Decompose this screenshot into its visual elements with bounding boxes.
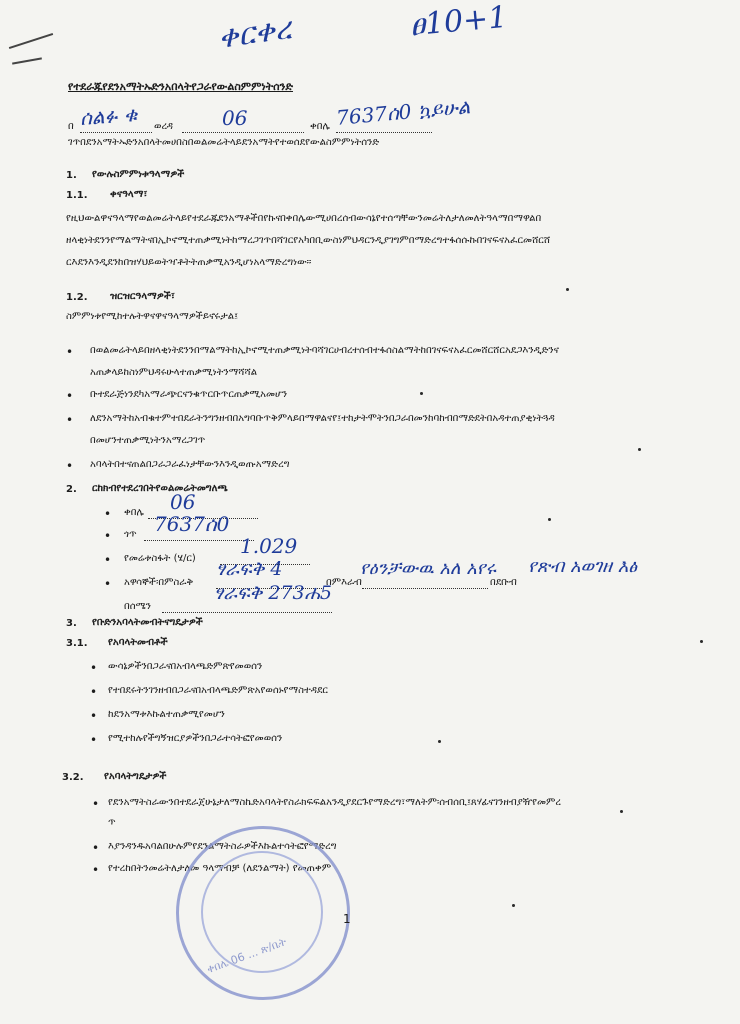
handwritten-note-top-left: ቀርቀረ: [215, 11, 294, 56]
section-3-1-item: የሚተከሉየችግኝዝርያዎችንበጋራተሳትፎየመወሰን: [108, 733, 283, 744]
section-1-2-number: 1.2.: [66, 292, 88, 303]
bullet: •: [66, 459, 74, 473]
field-west-value: የዕንቻውዉ አለ አየሩ: [360, 558, 496, 579]
scan-speck: [548, 518, 551, 521]
handwritten-header-code: 7637ሰ0 ኳይሁል: [335, 94, 472, 130]
page-number: 1: [343, 912, 351, 926]
bullet: •: [90, 709, 98, 723]
scan-speck: [566, 288, 569, 291]
section-1-2-intro: ስምምነቱየሚከተሉትዋናዋናዓላማዎችይኖሩታል፤: [66, 311, 239, 322]
bullet: •: [104, 529, 112, 543]
section-3-1-item: ውሳኔዎችንበጋራናበአብላጫድምጽየመወሰን: [108, 661, 263, 672]
bullet: •: [90, 733, 98, 747]
section-1-1-line: ዘላቂነትደንንየማልማትናበኢኮኖሚተጠቃሚነትከማረጋገጥበሻገርየአካበቢውስነምህዳርንዲያገግምበማድረግተፋሰሱኩበገናፍናአፈርመሸርሸ: [66, 235, 551, 246]
section-1-2-item: ቡተደራጅነንደካአማራጭርናንቁጥርቡጥርጠቃሚአመሆን: [90, 389, 288, 400]
section-3-1-item: ከደንአማቱእኩልተጠቃሚየመሆን: [108, 709, 225, 720]
field-area-value: 1.029: [240, 534, 298, 558]
section-3-2-item: እያንዳንዱአባልበሁሉምየደንልማትስራዎችእኩልተሳትፎየማድረግ: [108, 841, 337, 852]
bullet: •: [92, 797, 100, 811]
fill-line: [162, 611, 332, 613]
section-2-number: 2.: [66, 484, 77, 495]
field-east-label: አዋሳኞች፡በምስራቅ: [124, 577, 194, 588]
field-south-value: የጽብ አወገዘ እፅ: [528, 556, 637, 577]
official-stamp: [176, 826, 350, 1000]
bullet: •: [66, 389, 74, 403]
section-3-title: የቡድንአባላትመብትናግዴታዎች: [92, 617, 203, 628]
section-3-2-number: 3.2.: [62, 772, 84, 783]
scan-speck: [700, 640, 703, 643]
fill-line: [336, 131, 432, 133]
field-north-value: ፃራፍቅ 273ሐ5: [214, 582, 332, 604]
section-1-2-item: በወልመሬትላይበዘላቂነትደንንበማልማትከኢኮኖሚተጠቃሚነትባሻገርሀብረተሰብተፋሰስልማትከበገናፍናአፈርመሸርሸርአደጋእንዲድንና: [90, 345, 559, 356]
scan-speck: [420, 392, 423, 395]
section-3-1-title: የአባላትመብቶች: [108, 637, 168, 648]
section-1-2-item-continued: በመሆንተጠቃሚነትንአማረጋገጥ: [90, 435, 206, 446]
section-3-1-item: የተበደሩትንገንዘብበጋራናበአብላጫድምጽአየወሰኑየማስተዳደር: [108, 685, 328, 696]
header-line-kebele: ቀበሌ: [310, 121, 330, 132]
fill-line: [80, 131, 152, 133]
margin-scribble: [12, 57, 42, 64]
header-line-prefix: በ: [68, 121, 74, 132]
field-got-value: 7637ሰ0: [154, 512, 230, 536]
margin-scribble: [9, 33, 53, 49]
scan-speck: [620, 810, 623, 813]
bullet: •: [66, 345, 74, 359]
section-1-2-item-continued: አጠቃላይከስነምህዳሩሁላተጠቃሚነትንማሻሻል: [90, 367, 258, 378]
scan-speck: [512, 904, 515, 907]
bullet: •: [104, 507, 112, 521]
handwritten-note-top-right: ፀ10+1: [408, 0, 509, 44]
field-north-label: በሰሜን: [124, 601, 151, 612]
document-title: የተደራጁየደንአማትኡድንአበላትየጋራየውልስምምነትሰንድ: [68, 80, 293, 93]
section-1-2-item: ለደንአማትከአብቁተምተበደራትንግንዘብበአግባቡጥቅምላይበማዋልናየ፤ተከታትሞትንበጋራበመንከባከብበማድደትበአዳተጠያቂነትጓዳ: [90, 413, 555, 424]
section-1-1-title: ቀናዓላማ፣: [110, 189, 148, 200]
field-kebele-value: 06: [170, 490, 196, 514]
section-3-number: 3.: [66, 618, 77, 629]
section-3-2-item-continued: ጥ: [108, 817, 116, 828]
fill-line: [182, 131, 304, 133]
field-area-label: የመሬቱስፋት (ሄ/ር): [124, 553, 196, 564]
stamp-label: ቀበሌ 06 ... ጽ/ቤት: [205, 935, 289, 976]
bullet: •: [104, 577, 112, 591]
handwritten-header-number: 06: [222, 106, 248, 130]
bullet: •: [92, 863, 100, 877]
section-1-1-line: የዚህውልዋናዓላማየወልመሬትላይየተደራጁደንአማቶችበየኩናበቀበሌውሚሀበረሰብውሳኔየተሰጣቸውንመሬትለታለመለትዓላማበማዋልበ: [66, 213, 542, 224]
bullet: •: [90, 661, 98, 675]
field-kebele-label: ቀበሌ: [124, 507, 144, 518]
section-1-1-number: 1.1.: [66, 190, 88, 201]
header-line-2: ገጥበደንአማትኡድንአበላትመሀበስበወልመሬትላይደንአማትየተወሰደየውልስምምነትሰንድ: [68, 137, 380, 148]
field-got-label: ጎጥ: [124, 529, 137, 540]
section-1-title: የውሉስምምነቱዓላማዎች: [92, 169, 185, 180]
section-3-2-title: የአባላትግዴታዎች: [104, 771, 167, 782]
bullet: •: [90, 685, 98, 699]
section-1-2-item: አባላትበተናጠልበጋራጋራፈነታቸውንእንዲወጡአማድረግ: [90, 459, 290, 470]
fill-line: [362, 587, 488, 589]
section-1-1-line: ርእደንእንዲደንከበዝሃህይወትዣቶትትጠቃሚአንዲሆነአላማድረግነው።: [66, 257, 312, 268]
bullet: •: [66, 413, 74, 427]
header-line-woreda: ወረዳ: [154, 121, 173, 132]
section-1-2-title: ዝርዝርዓላማዎች፣: [110, 291, 175, 302]
field-west-label: በምእራብ: [326, 577, 362, 588]
field-south-label: በደቡብ: [490, 577, 517, 588]
section-2-title: ርከክብየተደረገበትየወልመሬትመግለጫ: [92, 483, 228, 494]
field-east-value: ፃራፍቅ 4: [216, 558, 283, 580]
handwritten-kebele-label: ሰልፉ ቁ: [79, 102, 138, 130]
section-3-2-item: የደንአማትስራውንበተደራጀሁኔታለማስኬድአባላትየስራክፍፍልአንዲያደርጉየማድረግ፣ማለትም፡ሰብሰቢ፤ጸሃፊናገንዘብያዥየመምረ: [108, 797, 561, 808]
bullet: •: [92, 841, 100, 855]
fill-line: [144, 539, 254, 541]
section-3-1-number: 3.1.: [66, 638, 88, 649]
scan-speck: [438, 740, 441, 743]
section-1-number: 1.: [66, 170, 77, 181]
scan-speck: [638, 448, 641, 451]
section-3-2-item: የተረከበትንመሬትለታለመ ዓላማብቻ (ለደንልማት) የመጠቀም: [108, 863, 332, 874]
bullet: •: [104, 553, 112, 567]
